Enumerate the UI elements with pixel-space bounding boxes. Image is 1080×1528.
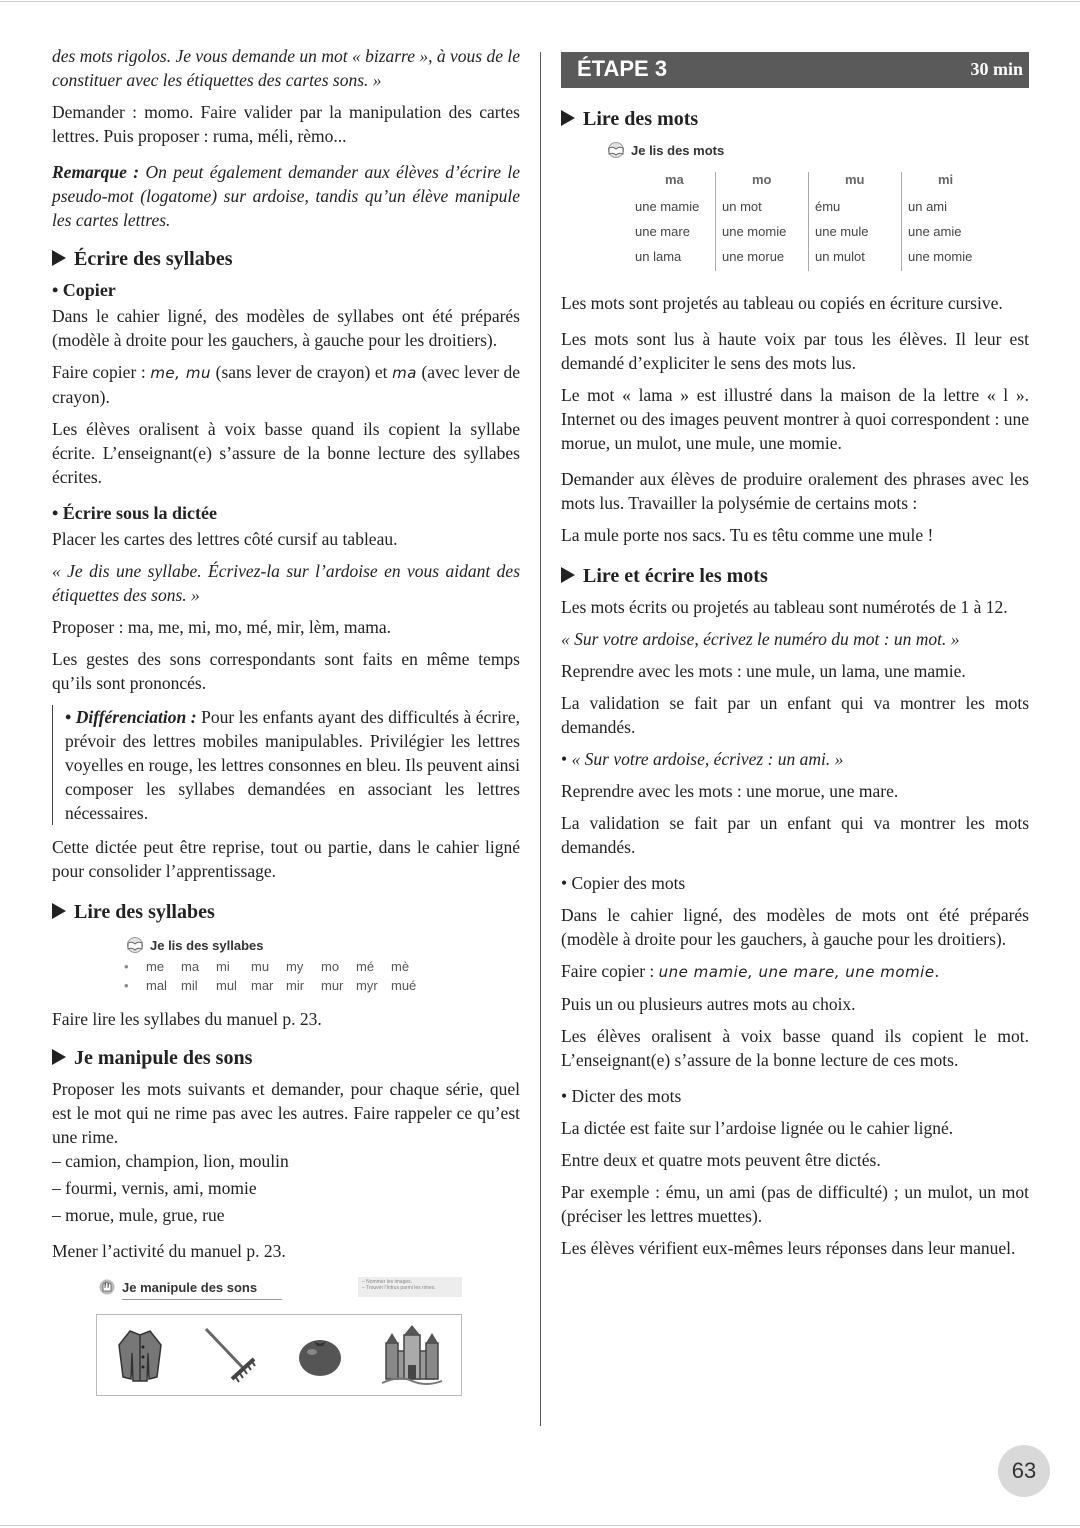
heading-je-manipule: Je manipule des sons	[52, 1045, 520, 1071]
dictee-paragraph-2: Proposer : ma, me, mi, mo, mé, mir, lèm, mama.	[52, 617, 392, 637]
manipule-insert	[96, 1277, 462, 1396]
lire-ecrire-paragraph-1: Les mots écrits ou projetés au tableau sont numérotés de 1 à 12.	[561, 597, 1008, 617]
word-item: ému	[815, 199, 841, 214]
cursive-model: une mamie, une mare, une momie	[658, 963, 935, 981]
copier-paragraph-2: Faire copier : me, mu (sans lever de crayon) et ma (avec lever de crayon).	[52, 362, 521, 407]
copier-mots-paragraph-3: Puis un ou plusieurs autres mots au choix.	[561, 994, 856, 1014]
lire-mots-paragraph-2: Les mots sont lus à haute voix par tous les élèves. Il leur est demandé d’expliciter le sens des mots lus.	[561, 329, 1029, 373]
manipule-paragraph-1: Proposer les mots suivants et demander, pour chaque série, quel est le mot qui ne rime pas avec les autres. Faire rappeler ce qu’est une rime.	[52, 1079, 520, 1147]
word-item: une momie	[908, 249, 973, 264]
heading-copier-mots: • Copier des mots	[561, 873, 686, 893]
heading-dictee: • Écrire sous la dictée	[52, 503, 217, 523]
syllables-row-1: • me ma mi mu my mo mé mè	[124, 957, 520, 976]
lire-ecrire-paragraph-3: La validation se fait par un enfant qui va montrer les mots demandés.	[561, 693, 1029, 737]
copier-paragraph-1: Dans le cahier ligné, des modèles de syllabes ont été préparés (modèle à droite pour les gauchers, à gauche pour les droitiers).	[52, 306, 520, 350]
words-column-mo	[715, 172, 808, 271]
triangle-bullet-icon	[52, 903, 66, 919]
words-insert	[605, 142, 1029, 271]
coat-image	[115, 1325, 165, 1385]
word-item: une momie	[722, 224, 787, 239]
column-header: mu	[845, 172, 865, 187]
triangle-bullet-icon	[561, 110, 575, 126]
open-book-icon	[605, 142, 627, 158]
rhyme-series-1: – camion, champion, lion, moulin	[52, 1151, 289, 1171]
heading-dicter-mots: • Dicter des mots	[561, 1086, 682, 1106]
column-header: mi	[938, 172, 954, 187]
bottom-rule	[0, 1525, 1080, 1526]
lire-mots-paragraph-5: La mule porte nos sacs. Tu es têtu comme une mule !	[561, 525, 934, 545]
syllables-row-2: • mal mil mul mar mir mur myr mué	[124, 976, 520, 995]
rake-image	[200, 1325, 260, 1385]
word-item: un ami	[908, 199, 948, 214]
manipule-instructions: – Nommer les images. – Trouver l’intrus parmi les rimes.	[358, 1277, 462, 1297]
cursive-model: me, mu	[150, 364, 212, 382]
copier-paragraph-3: Les élèves oralisent à voix basse quand ils copient la syllabe écrite. L’enseignant(e) s’assure de la bonne lecture des syllabes écrites.	[52, 419, 520, 487]
words-column-ma	[605, 172, 715, 271]
copier-mots-paragraph-2: Faire copier : une mamie, une mare, une momie.	[561, 961, 939, 981]
differenciation-box	[52, 705, 520, 825]
heading-copier: • Copier	[52, 280, 116, 300]
dictee-paragraph-4: Cette dictée peut être reprise, tout ou partie, dans le cahier ligné pour consolider l’apprentissage.	[52, 837, 520, 881]
castle-image	[380, 1323, 444, 1387]
top-rule	[0, 1, 1080, 2]
lire-mots-paragraph-4: Demander aux élèves de produire oralement des phrases avec les mots lus. Travailler la polysémie de certains mots :	[561, 469, 1029, 513]
words-column-mi	[901, 172, 994, 271]
word-item: une mamie	[635, 199, 700, 214]
differenciation-label: • Différenciation :	[65, 707, 197, 727]
manipule-paragraph-2: Mener l’activité du manuel p. 23.	[52, 1241, 286, 1261]
triangle-bullet-icon	[561, 567, 575, 583]
lire-syllabes-paragraph: Faire lire les syllabes du manuel p. 23.	[52, 1009, 322, 1029]
dictee-paragraph-1: Placer les cartes des lettres côté cursif au tableau.	[52, 529, 398, 549]
right-column	[561, 44, 1029, 1260]
column-header: mo	[752, 172, 772, 187]
word-item: une amie	[908, 224, 962, 239]
intro-quote: des mots rigolos. Je vous demande un mot « bizarre », à vous de le constituer avec les étiquettes des cartes sons. »	[52, 46, 520, 90]
dicter-paragraph-4: Les élèves vérifient eux-mêmes leurs réponses dans leur manuel.	[561, 1238, 1016, 1258]
remark-text: On peut également demander aux élèves d’écrire le pseudo-mot (logatome) sur ardoise, tandis qu’un élève manipule les cartes lettres.	[52, 162, 520, 230]
word-item: une mare	[635, 224, 690, 239]
manipule-insert-title: Je manipule des sons	[96, 1279, 257, 1295]
dictee-quote: « Je dis une syllabe. Écrivez-la sur l’ardoise en vous aidant des étiquettes des sons. »	[52, 561, 520, 605]
triangle-bullet-icon	[52, 250, 66, 266]
syllables-insert-title: Je lis des syllabes	[124, 937, 520, 953]
column-divider	[540, 52, 541, 1426]
rhyme-series-3: – morue, mule, grue, rue	[52, 1205, 225, 1225]
remark	[52, 160, 520, 232]
lire-mots-paragraph-3: Le mot « lama » est illustré dans la maison de la lettre « l ». Internet ou des images peuvent montrer à quoi correspondent : une morue, un mulot, une mule, une momie.	[561, 385, 1029, 453]
page-number: 63	[998, 1445, 1050, 1497]
dicter-paragraph-1: La dictée est faite sur l’ardoise lignée ou le cahier ligné.	[561, 1118, 954, 1138]
manipule-images	[96, 1314, 462, 1396]
syllables-insert	[124, 937, 520, 995]
word-item: un mot	[722, 199, 762, 214]
lire-ecrire-paragraph-5: La validation se fait par un enfant qui va montrer les mots demandés.	[561, 813, 1029, 857]
word-item: une mule	[815, 224, 869, 239]
copier-mots-paragraph-1: Dans le cahier ligné, des modèles de mots ont été préparés (modèle à droite pour les gauchers, à gauche pour les droitiers).	[561, 905, 1029, 949]
column-header: ma	[665, 172, 684, 187]
heading-lire-ecrire: Lire et écrire les mots	[561, 563, 1029, 589]
dicter-paragraph-3: Par exemple : ému, un ami (pas de difficulté) ; un mulot, un mot (préciser les lettres muettes).	[561, 1182, 1029, 1226]
heading-lire-mots: Lire des mots	[561, 106, 1029, 132]
lire-ecrire-quote-2: • « Sur votre ardoise, écrivez : un ami. »	[561, 749, 844, 769]
dictee-paragraph-3: Les gestes des sons correspondants sont faits en même temps qu’ils sont prononcés.	[52, 649, 520, 693]
intro-paragraph: Demander : momo. Faire valider par la manipulation des cartes lettres. Puis proposer : ruma, méli, rèmo...	[52, 102, 520, 146]
rhyme-series-2: – fourmi, vernis, ami, momie	[52, 1178, 257, 1198]
lire-mots-paragraph-1: Les mots sont projetés au tableau ou copiés en écriture cursive.	[561, 293, 1003, 313]
lire-ecrire-paragraph-2: Reprendre avec les mots : une mule, un lama, une mamie.	[561, 661, 966, 681]
left-column	[52, 44, 520, 1396]
etape-banner	[561, 52, 1029, 88]
word-item: un mulot	[815, 249, 865, 264]
words-insert-title: Je lis des mots	[605, 142, 1029, 158]
remark-label: Remarque :	[52, 162, 140, 182]
open-book-icon	[124, 937, 146, 953]
words-table	[605, 172, 1029, 271]
dicter-paragraph-2: Entre deux et quatre mots peuvent être dictés.	[561, 1150, 881, 1170]
etape-duration: 30 min	[970, 59, 1023, 79]
heading-ecrire-syllabes: Écrire des syllabes	[52, 246, 520, 272]
etape-label: ÉTAPE 3	[577, 56, 668, 81]
word-item: une morue	[722, 249, 785, 264]
lire-ecrire-paragraph-4: Reprendre avec les mots : une morue, une mare.	[561, 781, 899, 801]
differenciation-text: • Différenciation : Pour les enfants ayant des difficultés à écrire, prévoir des lettres mobiles manipulables. Privilégier les lettres voyelles en rouge, les lettres consonnes en bleu. Ils peuvent ainsi composer les syllabes demandées en associant les lettres nécessaires.	[65, 707, 520, 823]
lire-ecrire-quote-1: « Sur votre ardoise, écrivez le numéro du mot : un mot. »	[561, 629, 960, 649]
bullet: •	[561, 749, 572, 769]
copier-mots-paragraph-4: Les élèves oralisent à voix basse quand ils copient le mot. L’enseignant(e) s’assure de la bonne lecture de ces mots.	[561, 1026, 1029, 1070]
cursive-model: ma	[392, 364, 417, 382]
triangle-bullet-icon	[52, 1049, 66, 1065]
hand-icon	[96, 1279, 118, 1295]
heading-lire-syllabes: Lire des syllabes	[52, 899, 520, 925]
word-item: un lama	[635, 249, 682, 264]
title-underline	[122, 1299, 282, 1300]
words-column-mu	[808, 172, 901, 271]
tomato-image	[295, 1330, 345, 1380]
